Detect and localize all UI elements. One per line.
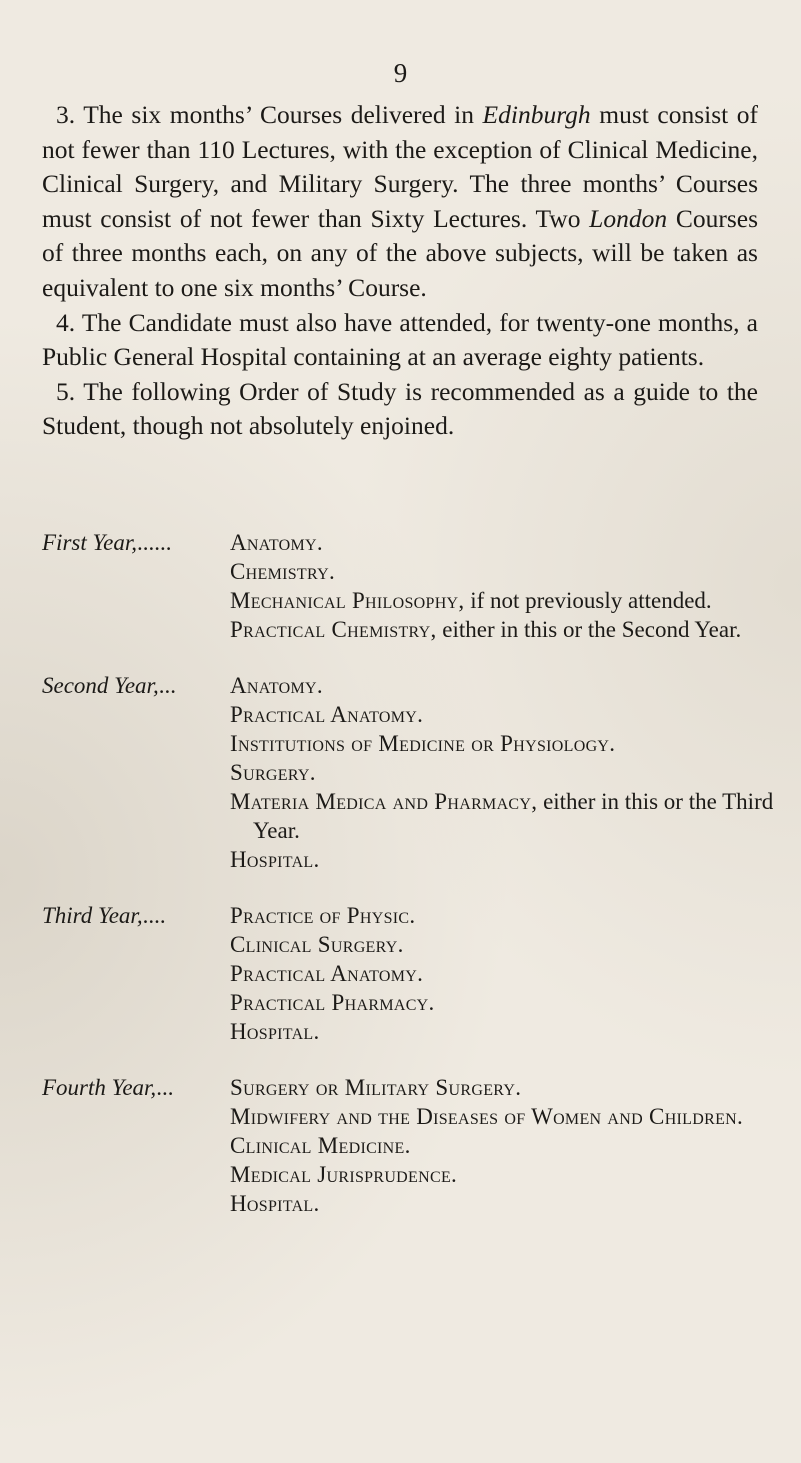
regulations-text bbox=[42, 98, 758, 444]
subject-item bbox=[230, 1102, 782, 1131]
subject-name: Practical Anatomy. bbox=[230, 702, 424, 727]
subject-name: Mechanical Philosophy, bbox=[230, 588, 465, 613]
paragraph-number: 3. bbox=[56, 100, 76, 129]
subject-name: Surgery. bbox=[230, 760, 316, 785]
paragraph-text: Courses of three months each, on any of the above subjects, will be taken as equivalent to one six months’ Course. bbox=[42, 203, 758, 302]
subject-item bbox=[230, 586, 782, 615]
subject-name: Chemistry. bbox=[230, 559, 335, 584]
subject-item bbox=[230, 1017, 782, 1046]
subject-item bbox=[230, 700, 782, 729]
paragraph-3 bbox=[42, 98, 758, 306]
subject-name: Practical Chemistry, bbox=[230, 617, 437, 642]
subject-item bbox=[230, 758, 782, 787]
year-block bbox=[42, 1073, 782, 1218]
subject-name: Anatomy. bbox=[230, 530, 323, 555]
paragraph-number: 5. bbox=[56, 376, 76, 406]
subject-name: Practical Anatomy. bbox=[230, 961, 424, 986]
subject-item bbox=[230, 671, 782, 700]
subject-item bbox=[230, 787, 782, 845]
subject-item bbox=[230, 1073, 782, 1102]
subject-list bbox=[230, 901, 782, 1046]
subject-item bbox=[230, 988, 782, 1017]
subject-name: Practical Pharmacy. bbox=[230, 990, 435, 1015]
leader-dots: ... bbox=[156, 1075, 174, 1100]
subject-name: Hospital. bbox=[230, 1019, 320, 1044]
year-label-text: First Year, bbox=[42, 530, 138, 555]
subject-name: Surgery or Military Surgery. bbox=[230, 1075, 522, 1100]
subject-name: Clinical Surgery. bbox=[230, 932, 404, 957]
year-block bbox=[42, 671, 782, 874]
paragraph-text: The Candidate must also have attended, for twenty-one months, a Public General Hospital containing at an average eighty patients. bbox=[42, 307, 758, 372]
subject-name: Hospital. bbox=[230, 1191, 320, 1216]
year-label bbox=[42, 671, 176, 700]
subject-note: either in this or the Second Year. bbox=[436, 617, 742, 642]
subject-item bbox=[230, 930, 782, 959]
subject-list bbox=[230, 528, 782, 644]
subject-name: Materia Medica and Pharmacy, bbox=[230, 789, 538, 814]
subject-name: Institutions of Medicine or Physiology. bbox=[230, 731, 616, 756]
year-block bbox=[42, 528, 782, 644]
year-label bbox=[42, 528, 172, 557]
subject-item bbox=[230, 901, 782, 930]
paragraph-text: must consist of not fewer than 110 Lectures, with the exception of Clinical Medicine, Clinical Surgery, and Military Surgery. The three months’ Courses must consist of not fewer than Sixty Lectures. Two bbox=[42, 100, 759, 233]
leader-dots: .... bbox=[142, 903, 166, 928]
subject-name: Midwifery and the Diseases of Women and Children. bbox=[230, 1104, 744, 1129]
subject-item bbox=[230, 1131, 782, 1160]
leader-dots: ... bbox=[158, 673, 176, 698]
year-label-text: Third Year, bbox=[42, 903, 143, 928]
paragraph-4 bbox=[42, 306, 758, 375]
subject-item bbox=[230, 845, 782, 874]
place-name: Edinburgh bbox=[482, 100, 591, 129]
subject-list bbox=[230, 671, 782, 874]
year-label bbox=[42, 901, 166, 930]
year-label-text: Second Year, bbox=[42, 673, 159, 698]
page-number: 9 bbox=[393, 58, 408, 88]
subject-name: Anatomy. bbox=[230, 673, 323, 698]
year-block bbox=[42, 901, 782, 1046]
order-of-study bbox=[42, 528, 782, 1245]
subject-item bbox=[230, 557, 782, 586]
subject-list bbox=[230, 1073, 782, 1218]
subject-item bbox=[230, 615, 782, 644]
subject-name: Medical Jurisprudence. bbox=[230, 1162, 458, 1187]
year-label-text: Fourth Year, bbox=[42, 1075, 157, 1100]
place-name: London bbox=[589, 203, 668, 233]
subject-item bbox=[230, 528, 782, 557]
paragraph-number: 4. bbox=[56, 307, 76, 337]
subject-name: Hospital. bbox=[230, 847, 320, 872]
paragraph-5 bbox=[42, 375, 758, 444]
paragraph-text: The following Order of Study is recommended as a guide to the Student, though not absolutely enjoined. bbox=[42, 376, 758, 441]
subject-item bbox=[230, 1160, 782, 1189]
subject-item bbox=[230, 1189, 782, 1218]
subject-note: if not previously attended. bbox=[464, 588, 712, 613]
year-label bbox=[42, 1073, 173, 1102]
subject-note: either in this or the Third Year. bbox=[253, 789, 774, 843]
leader-dots: ...... bbox=[137, 530, 172, 555]
paragraph-text: The six months’ Courses delivered in bbox=[75, 100, 483, 129]
subject-item bbox=[230, 729, 782, 758]
subject-item bbox=[230, 959, 782, 988]
subject-name: Clinical Medicine. bbox=[230, 1133, 411, 1158]
subject-name: Practice of Physic. bbox=[230, 903, 416, 928]
